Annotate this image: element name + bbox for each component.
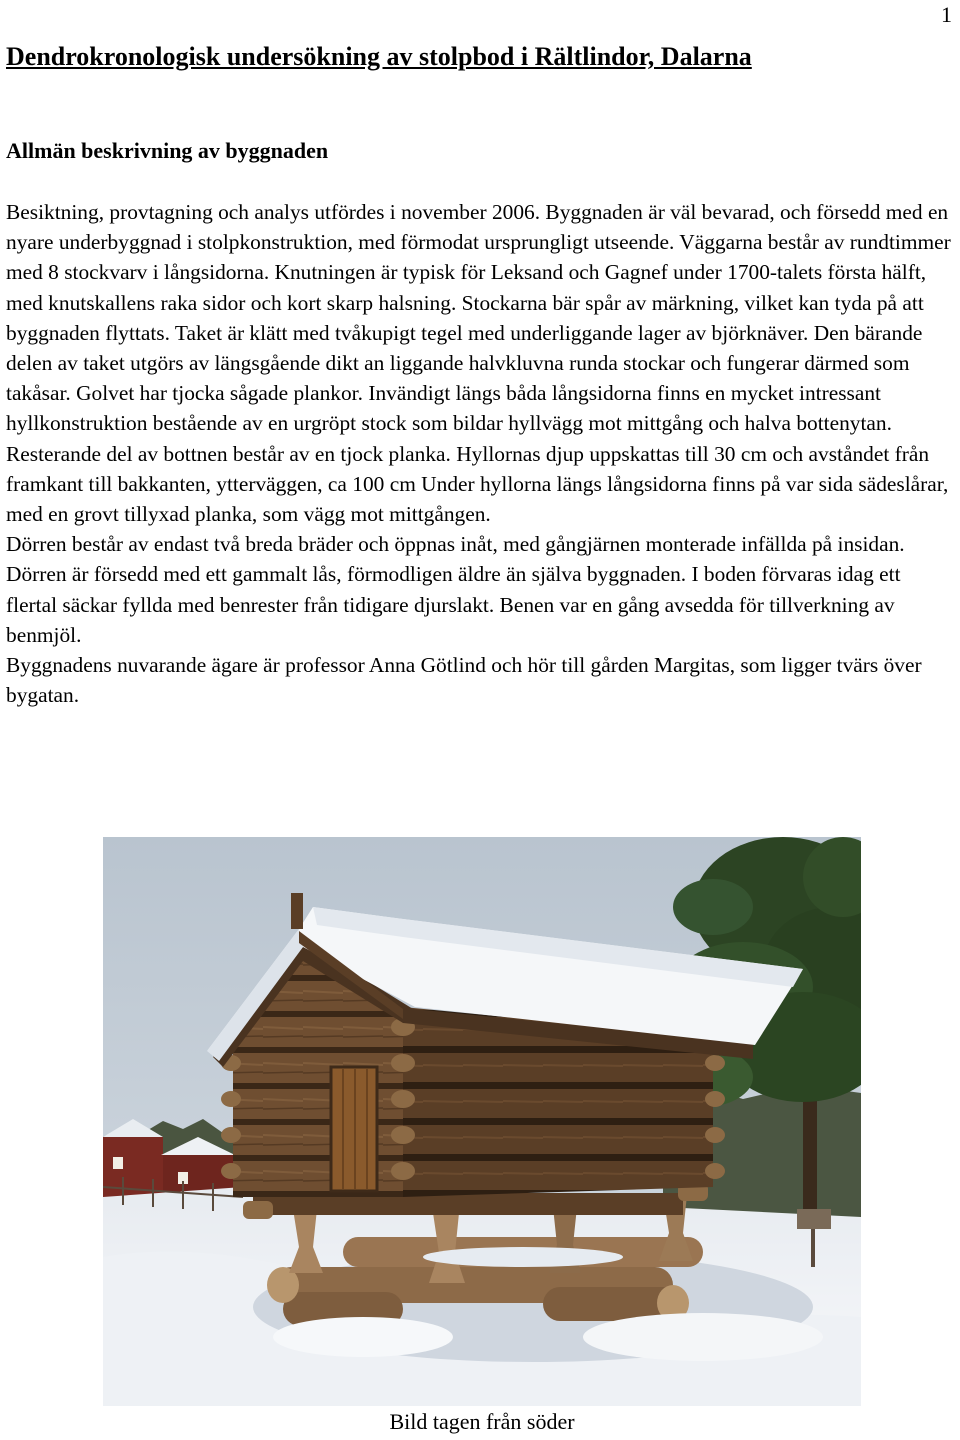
paragraph-door: Dörren består av endast två breda bräder och öppnas inåt, med gångjärnen monterade infällda på insidan. Dörren är försedd med ett gammalt lås, förmodligen äldre än själva byggnaden. I boden förvaras idag ett flertal säckar fyllda med benrester från tidigare djurslakt. Benen var en gång avsedda för tillverkning av benmjöl. [6, 532, 905, 647]
storehouse-illustration [103, 837, 861, 1406]
section-heading: Allmän beskrivning av byggnaden [6, 138, 329, 163]
body-text [6, 197, 956, 710]
photo-caption: Bild tagen från söder [389, 1409, 575, 1434]
paragraph-description: Besiktning, provtagning och analys utfördes i november 2006. Byggnaden är väl bevarad, och försedd med en nyare underbyggnad i stolpkonstruktion, med förmodat ursprungligt utseende. Väggarna består av rundtimmer med 8 stockvarv i långsidorna. Knutningen är typisk för Leksand och Gagnef under 1700-talets första hälft, med knutskallens raka sidor och kort skarp halsning. Stockarna bär spår av märkning, vilket kan tyda på att byggnaden flyttats. Taket är klätt med tvåkupigt tegel med underliggande lager av björknäver. Den bärande delen av taket utgörs av längsgående dikt an liggande halvkluvna runda stockar och fungerar därmed som takåsar. Golvet har tjocka sågade plankor. Invändigt längs båda långsidorna finns en mycket intressant hyllkonstruktion bestående av en urgröpt stock som bildar hyllvägg mot mittgång och halva bottenytan. Resterande del av bottnen består av en tjock planka. Hyllornas djup uppskattas till 30 cm och avståndet från framkant till bakkanten, ytterväggen, ca 100 cm Under hyllorna längs långsidorna finns på var sida sädeslårar, med en grovt tillyxad planka, som vägg mot mittgången. [6, 200, 951, 527]
storehouse-photo [103, 837, 861, 1406]
door [331, 1067, 377, 1191]
page-number: 1 [941, 2, 952, 27]
paragraph-owner: Byggnadens nuvarande ägare är professor Anna Götlind och hör till gården Margitas, som ligger tvärs över bygatan. [6, 653, 922, 708]
document-title: Dendrokronologisk undersökning av stolpbod i Rältlindor, Dalarna [6, 42, 752, 71]
